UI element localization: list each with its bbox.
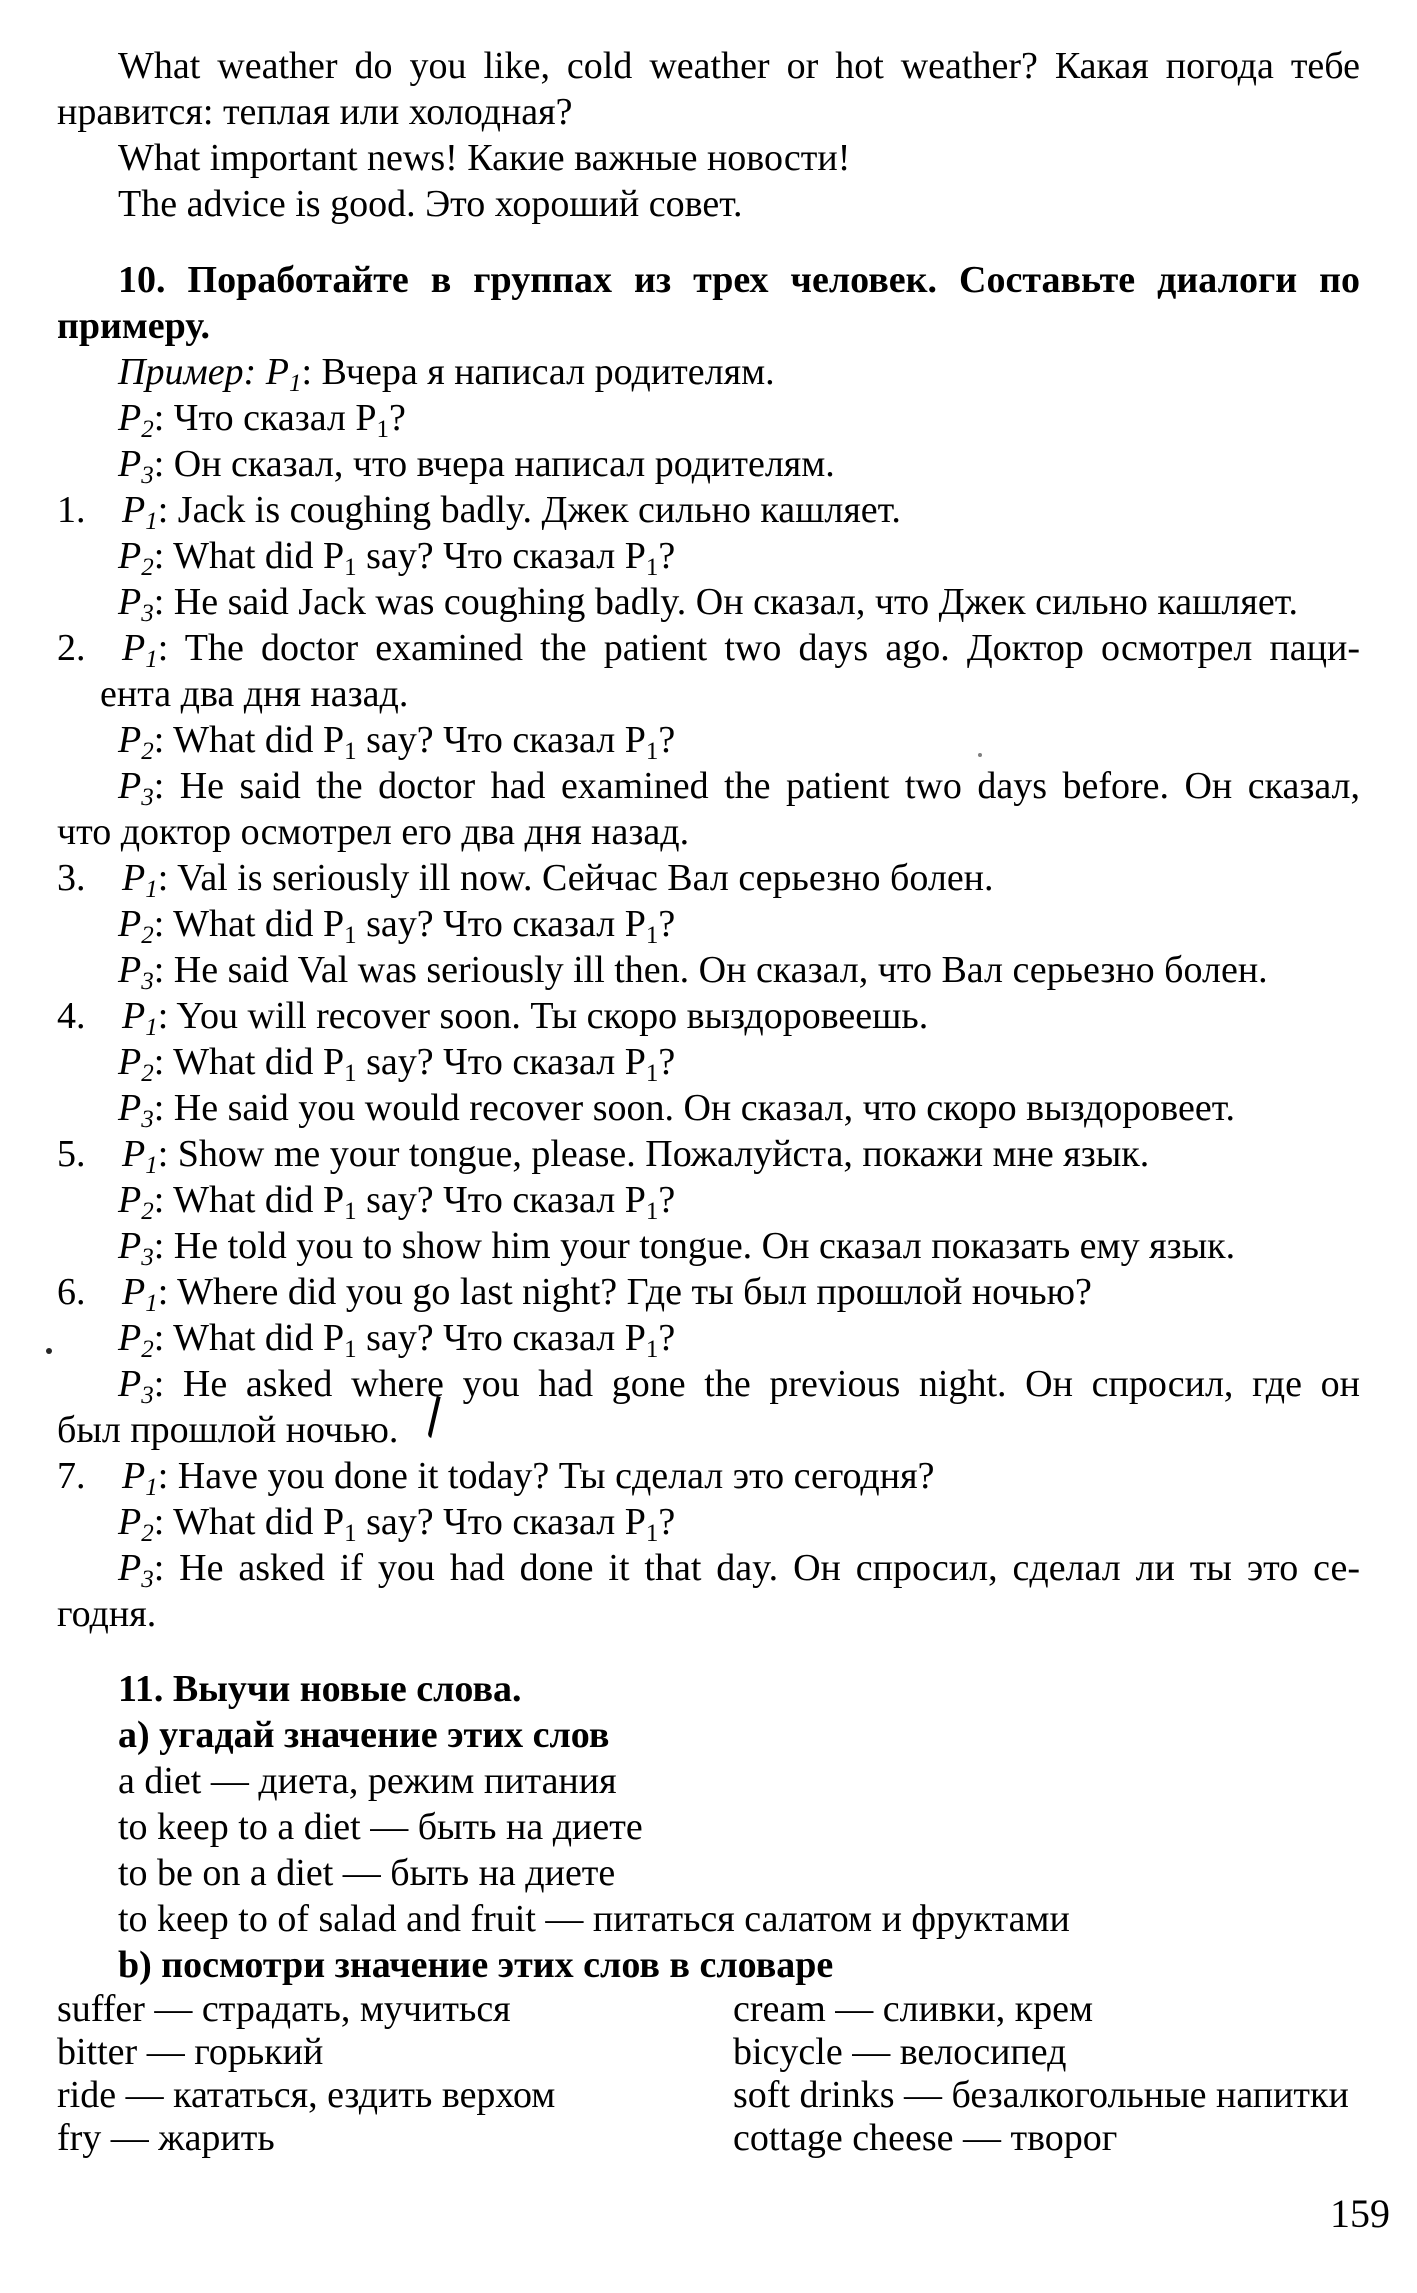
text-segment: P [624, 1179, 646, 1221]
section-gap [0, 227, 1417, 257]
text-segment: : What did [153, 1317, 323, 1359]
text-segment: 2 [141, 738, 154, 765]
text-segment: 3 [141, 1106, 154, 1133]
dialog-line [0, 1177, 1417, 1223]
text-segment: P [118, 1225, 142, 1267]
example-line [0, 441, 1417, 487]
text-segment: ? [658, 1041, 676, 1083]
vocab-row [0, 2117, 1417, 2160]
text-segment: : Вчера я написал родителям. [301, 351, 775, 393]
text-segment: 1 [376, 416, 390, 443]
text-segment: P [624, 1317, 646, 1359]
text-segment: What important news! Какие важные новости! [118, 137, 851, 179]
text-segment: 1 [344, 554, 357, 581]
text-segment: 3 [141, 784, 154, 811]
text-segment: P [118, 1317, 142, 1359]
exercise10-heading [0, 303, 1417, 349]
text-segment: : He said Jack was coughing badly. Он сказал, что Джек сильно кашляет. [153, 581, 1298, 623]
dialog-line [0, 579, 1417, 625]
dialog-line [0, 487, 1417, 533]
vocab-left: suffer — страдать, мучиться [57, 1988, 511, 2030]
example-line [0, 395, 1417, 441]
text-segment: ? [389, 397, 406, 439]
text-segment: 1 [645, 554, 659, 581]
text-segment: P [118, 1547, 142, 1589]
dialog-line [0, 1223, 1417, 1269]
text-segment: 6. [57, 1271, 86, 1313]
dialog-line [0, 901, 1417, 947]
text-segment: : The doctor examined the patient two days ago. Доктор осмотрел паци- [157, 627, 1360, 669]
text-segment: P [122, 1271, 146, 1313]
text-segment: 1 [145, 1014, 158, 1041]
text-segment: 4. [57, 995, 86, 1037]
text-segment: : Jack is coughing badly. Джек сильно кашляет. [157, 489, 901, 531]
text-segment: 1 [344, 738, 357, 765]
text-segment: 1 [344, 922, 357, 949]
dialog-line [0, 1131, 1417, 1177]
dialog-line [0, 625, 1417, 671]
dialog-line [0, 993, 1417, 1039]
text-segment: годня. [57, 1593, 157, 1635]
text-segment: P [322, 719, 345, 761]
text-segment: : What did [153, 719, 323, 761]
vocab-line [0, 1758, 1417, 1804]
text-segment: P [122, 489, 146, 531]
scan-speck [46, 1348, 52, 1354]
vocab-line [0, 1896, 1417, 1942]
text-segment: The advice is good. Это хороший совет. [118, 183, 743, 225]
text-segment: ? [658, 719, 676, 761]
text-segment: 1 [145, 876, 158, 903]
text-segment: P [122, 857, 146, 899]
text-segment: : What did [153, 1041, 323, 1083]
exercise11-part-b-label [0, 1942, 1417, 1988]
dialog-line [0, 1085, 1417, 1131]
text-segment: P [122, 627, 146, 669]
intro-line [0, 43, 1417, 89]
text-segment: P [624, 1041, 646, 1083]
text-segment: to be on a diet — быть на диете [118, 1852, 616, 1894]
text-segment: 1 [645, 922, 659, 949]
text-segment: P [118, 719, 142, 761]
text-segment: P [118, 443, 142, 485]
text-segment: 2 [141, 1198, 154, 1225]
vocab-row [0, 2074, 1417, 2117]
text-segment: P [118, 903, 142, 945]
text-segment: P [322, 1041, 345, 1083]
text-segment: 1 [645, 738, 659, 765]
text-segment: ? [658, 1317, 676, 1359]
text-segment: 3 [141, 1566, 154, 1593]
text-segment: ? [658, 903, 676, 945]
dialog-line [0, 763, 1417, 809]
text-segment: P [122, 1455, 146, 1497]
example-line [0, 349, 1417, 395]
text-segment: ? [658, 1179, 676, 1221]
text-segment: 1 [645, 1520, 659, 1547]
text-segment: 2 [141, 1336, 154, 1363]
text-segment: P [322, 1179, 345, 1221]
text-segment: say? Что сказал [356, 1179, 625, 1221]
text-segment: был прошлой ночью. [57, 1409, 399, 1451]
dialog-line [0, 717, 1417, 763]
text-segment: P [118, 1179, 142, 1221]
text-segment: say? Что сказал [356, 1501, 625, 1543]
dialog-line [0, 1039, 1417, 1085]
text-segment: P [118, 1041, 142, 1083]
dialog-line [0, 1499, 1417, 1545]
vocab-row [0, 2031, 1417, 2074]
dialog-line [0, 1315, 1417, 1361]
text-segment: P [118, 949, 142, 991]
section-gap [0, 1637, 1417, 1666]
text-segment: 3 [141, 462, 154, 489]
text-segment: P [118, 581, 142, 623]
text-segment: 3 [141, 1244, 154, 1271]
text-segment: 1 [344, 1336, 357, 1363]
vocab-row [0, 1988, 1417, 2031]
text-segment: 1 [145, 646, 158, 673]
text-segment: : He said Val was seriously ill then. Он сказал, что Вал серьезно болен. [153, 949, 1268, 991]
text-segment: 10. Поработайте в группах из трех человек. Составьте диалоги по [118, 259, 1360, 301]
text-segment: : He asked where you had gone the previous night. Он спросил, где он [153, 1363, 1360, 1405]
text-segment: P [624, 1501, 646, 1543]
text-segment: : What did [153, 535, 323, 577]
text-segment: 1 [145, 1290, 158, 1317]
text-segment: 1 [145, 1474, 158, 1501]
text-segment: P [624, 535, 646, 577]
text-segment: 3 [141, 1382, 154, 1409]
text-segment: 2. [57, 627, 86, 669]
text-segment: 2 [141, 416, 154, 443]
dialog-line [0, 1453, 1417, 1499]
text-segment: что доктор осмотрел его два дня назад. [57, 811, 690, 853]
intro-line [0, 135, 1417, 181]
text-segment: Пример: [118, 351, 266, 393]
text-segment: say? Что сказал [356, 1317, 625, 1359]
text-segment: 1 [344, 1198, 357, 1225]
text-segment: 2 [141, 554, 154, 581]
vocab-line [0, 1804, 1417, 1850]
scan-speck [978, 753, 982, 757]
text-segment: 5. [57, 1133, 86, 1175]
text-segment: say? Что сказал [356, 719, 625, 761]
vocab-line [0, 1850, 1417, 1896]
text-segment: 1 [645, 1060, 659, 1087]
text-segment: to keep to a diet — быть на диете [118, 1806, 643, 1848]
vocab-right: cottage cheese — творог [733, 2117, 1118, 2159]
text-segment: 1 [288, 370, 302, 397]
text-segment: : He said you would recover soon. Он сказал, что скоро выздоровеет. [153, 1087, 1236, 1129]
text-segment: : Have you done it today? Ты сделал это сегодня? [157, 1455, 935, 1497]
dialog-line [0, 1407, 1417, 1453]
text-segment: 2 [141, 1060, 154, 1087]
text-segment: a) угадай значение этих слов [118, 1714, 610, 1756]
vocab-left: bitter — горький [57, 2031, 324, 2073]
text-segment: 2 [141, 922, 154, 949]
text-segment: P [122, 1133, 146, 1175]
text-segment: say? Что сказал [356, 903, 625, 945]
text-segment: 1 [645, 1336, 659, 1363]
dialog-line [0, 1545, 1417, 1591]
text-segment: P [624, 719, 646, 761]
text-segment: P [118, 765, 142, 807]
text-segment: a diet — диета, режим питания [118, 1760, 617, 1802]
text-segment: 1 [645, 1198, 659, 1225]
text-segment: : He said the doctor had examined the patient two days before. Он сказал, [153, 765, 1360, 807]
text-segment: примеру. [57, 305, 211, 347]
text-segment: : What did [153, 903, 323, 945]
text-segment: b) посмотри значение этих слов в словаре [118, 1944, 834, 1986]
vocab-left: ride — кататься, ездить верхом [57, 2074, 556, 2116]
dialog-line [0, 1269, 1417, 1315]
text-segment: What weather do you like, cold weather or hot weather? Какая погода тебе [118, 45, 1360, 87]
text-segment: say? Что сказал [356, 535, 625, 577]
text-segment: : He asked if you had done it that day. Он спросил, сделал ли ты это се- [153, 1547, 1360, 1589]
text-segment: : Что сказал [153, 397, 356, 439]
intro-line [0, 89, 1417, 135]
intro-line [0, 181, 1417, 227]
text-segment: 3. [57, 857, 86, 899]
exercise10-heading [0, 257, 1417, 303]
text-segment: ? [658, 1501, 676, 1543]
text-segment: 1 [344, 1060, 357, 1087]
text-segment: 2 [141, 1520, 154, 1547]
dialog-line [0, 533, 1417, 579]
text-segment: P [322, 1317, 345, 1359]
text-segment: to keep to of salad and fruit — питаться салатом и фруктами [118, 1898, 1070, 1940]
text-segment: : He told you to show him your tongue. Он сказал показать ему язык. [153, 1225, 1236, 1267]
dialog-line [0, 809, 1417, 855]
text-segment: 1 [145, 508, 158, 535]
text-segment: P [118, 535, 142, 577]
text-segment: P [624, 903, 646, 945]
text-segment: P [322, 903, 345, 945]
page-number: 159 [1330, 2191, 1390, 2236]
text-segment: P [118, 1087, 142, 1129]
text-segment: нравится: теплая или холодная? [57, 91, 573, 133]
dialog-line [0, 1591, 1417, 1637]
exercise11-heading [0, 1666, 1417, 1712]
text-segment: : What did [153, 1179, 323, 1221]
text-segment: ? [658, 535, 676, 577]
text-segment: : You will recover soon. Ты скоро выздоровеешь. [157, 995, 929, 1037]
text-segment: : Он сказал, что вчера написал родителям. [153, 443, 835, 485]
dialog-line [0, 947, 1417, 993]
text-segment: P [118, 1363, 142, 1405]
dialog-line [0, 855, 1417, 901]
exercise11-part-a-label [0, 1712, 1417, 1758]
text-segment: P [322, 535, 345, 577]
text-segment: P [118, 1501, 142, 1543]
vocab-right: soft drinks — безалкогольные напитки [733, 2074, 1349, 2116]
text-segment: say? Что сказал [356, 1041, 625, 1083]
text-segment: 7. [57, 1455, 86, 1497]
text-segment: : What did [153, 1501, 323, 1543]
text-segment: P [265, 351, 289, 393]
text-segment: P [118, 397, 142, 439]
text-segment: 1. [57, 489, 86, 531]
dialog-line [0, 671, 1417, 717]
text-segment: 1 [145, 1152, 158, 1179]
text-segment: 3 [141, 968, 154, 995]
vocab-right: cream — сливки, крем [733, 1988, 1094, 2030]
text-segment: : Where did you go last night? Где ты был прошлой ночью? [157, 1271, 1092, 1313]
text-segment: ента два дня назад. [100, 673, 409, 715]
text-segment: P [355, 397, 377, 439]
text-segment: : Val is seriously ill now. Сейчас Вал серьезно болен. [157, 857, 994, 899]
text-segment: 3 [141, 600, 154, 627]
text-segment: 11. Выучи новые слова. [118, 1668, 522, 1710]
text-segment: P [122, 995, 146, 1037]
vocab-right: bicycle — велосипед [733, 2031, 1067, 2073]
dialog-line [0, 1361, 1417, 1407]
text-segment: : Show me your tongue, please. Пожалуйста, покажи мне язык. [157, 1133, 1150, 1175]
vocab-left: fry — жарить [57, 2117, 275, 2159]
text-segment: 1 [344, 1520, 357, 1547]
text-segment: P [322, 1501, 345, 1543]
